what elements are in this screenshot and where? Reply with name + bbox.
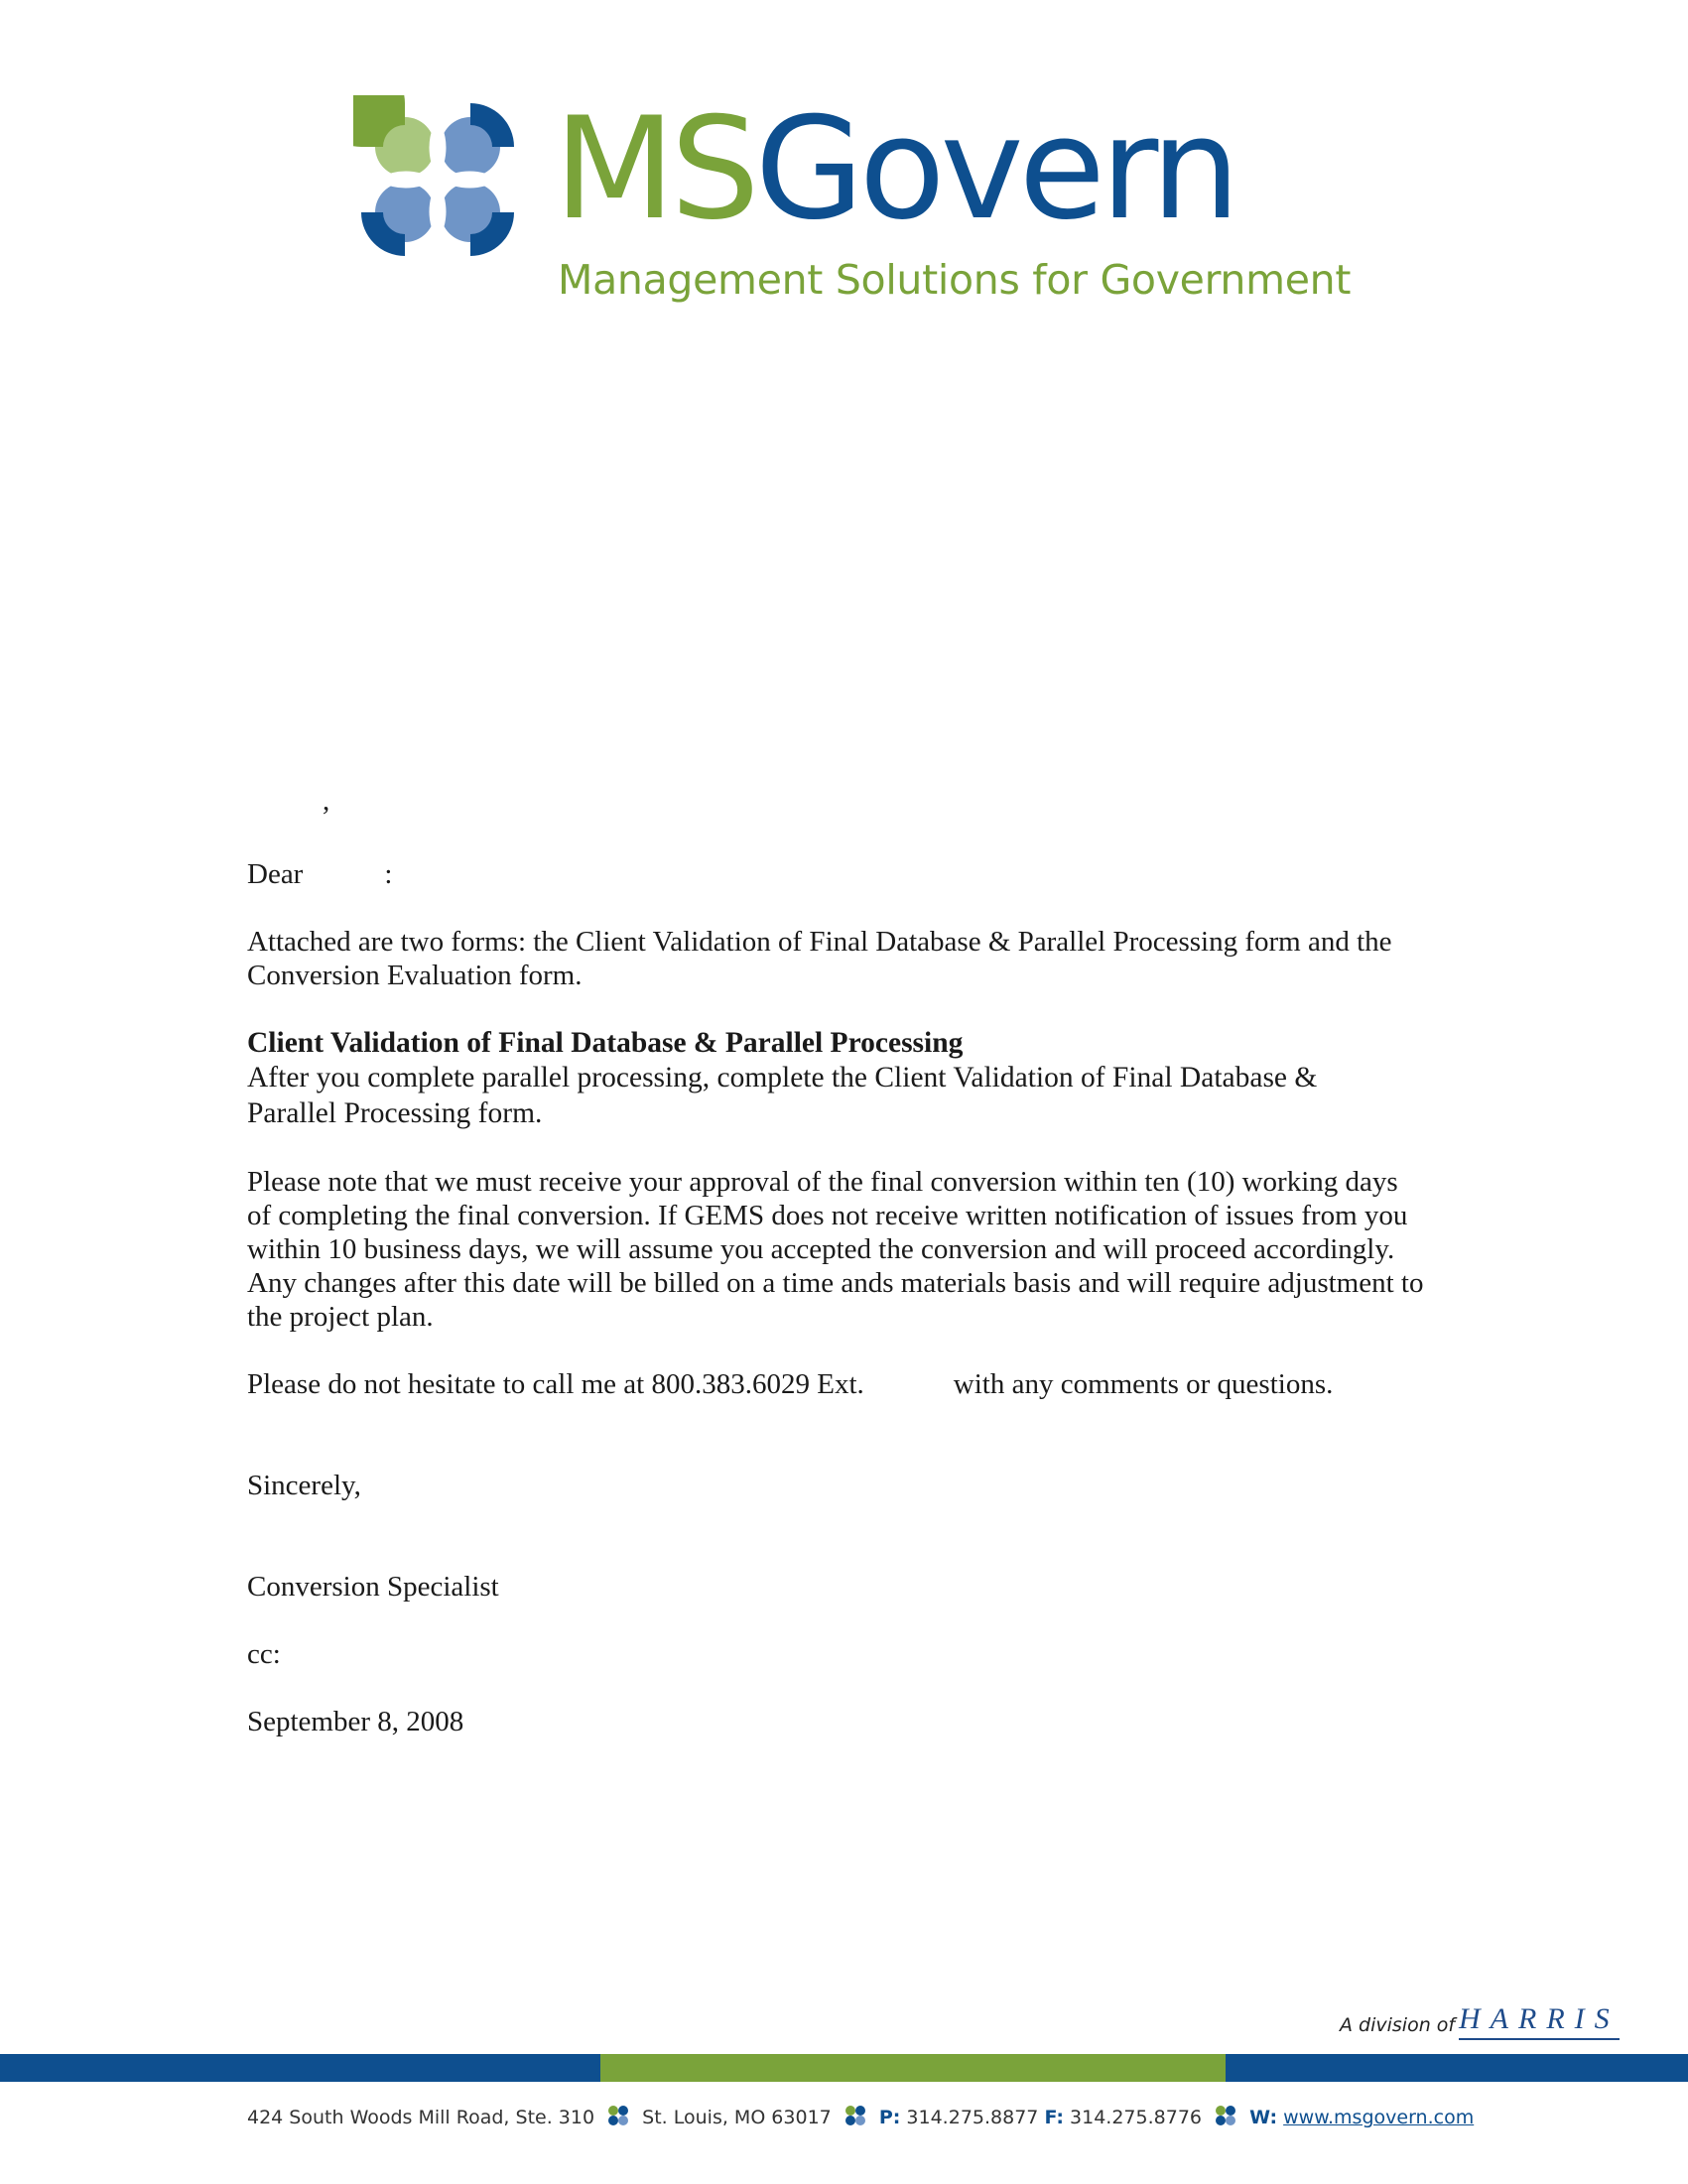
letter-date: September 8, 2008 <box>247 1706 464 1737</box>
footer-address: 424 South Woods Mill Road, Ste. 310 <box>247 2107 595 2128</box>
intro-line-2: Conversion Evaluation form. <box>247 960 583 991</box>
footer-fax: 314.275.8776 <box>1070 2107 1202 2128</box>
section-line-1: After you complete parallel processing, complete the Client Validation of Final Database & <box>247 1062 1318 1093</box>
footer-web-link[interactable]: www.msgovern.com <box>1283 2107 1475 2128</box>
closing: Sincerely, <box>247 1470 361 1501</box>
note-line-5: the project plan. <box>247 1301 434 1333</box>
salutation: Dear : <box>247 858 393 890</box>
cc-label: cc: <box>247 1638 281 1670</box>
footer-contact <box>247 2104 1474 2128</box>
section-line-2: Parallel Processing form. <box>247 1097 543 1129</box>
section-heading: Client Validation of Final Database & Parallel Processing <box>247 1027 964 1059</box>
footer-phone-label: P: <box>878 2107 901 2128</box>
note-line-3: within 10 business days, we will assume you accepted the conversion and will proceed accordingly. <box>247 1233 1395 1265</box>
footer-phone: 314.275.8877 <box>906 2107 1039 2128</box>
msgovern-logo-icon <box>353 95 522 264</box>
footer-web-label: W: <box>1249 2107 1278 2128</box>
logo-bullet-icon <box>1214 2104 1237 2127</box>
footer-fax-label: F: <box>1044 2107 1064 2128</box>
note-line-1: Please note that we must receive your approval of the final conversion within ten (10) working days <box>247 1166 1398 1198</box>
signer-title: Conversion Specialist <box>247 1571 499 1603</box>
footer-band-green <box>600 2054 1226 2082</box>
brand-govern: Govern <box>754 87 1235 251</box>
address-comma-line: , <box>323 785 330 817</box>
footer-band-blue-left <box>0 2054 600 2082</box>
call-line: Please do not hesitate to call me at 800.383.6029 Ext. with any comments or questions. <box>247 1368 1334 1400</box>
harris-logo: HARRIS <box>1459 2002 1620 2040</box>
intro-line-1: Attached are two forms: the Client Validation of Final Database & Parallel Processing form and the <box>247 926 1392 958</box>
letter-body <box>247 784 1468 1738</box>
note-line-2: of completing the final conversion. If GEMS does not receive written notification of issues from you <box>247 1200 1408 1231</box>
footer-city: St. Louis, MO 63017 <box>642 2107 832 2128</box>
brand-ms: MS <box>554 87 755 251</box>
division-label: A division of <box>1340 2014 1456 2036</box>
footer-band-blue-right <box>1226 2054 1688 2082</box>
note-line-4: Any changes after this date will be billed on a time ands materials basis and will require adjustment to <box>247 1267 1424 1299</box>
brand-tagline: Management Solutions for Government <box>558 256 1352 304</box>
logo-bullet-icon <box>844 2104 867 2127</box>
logo-bullet-icon <box>606 2104 630 2127</box>
brand-name <box>554 87 1235 251</box>
